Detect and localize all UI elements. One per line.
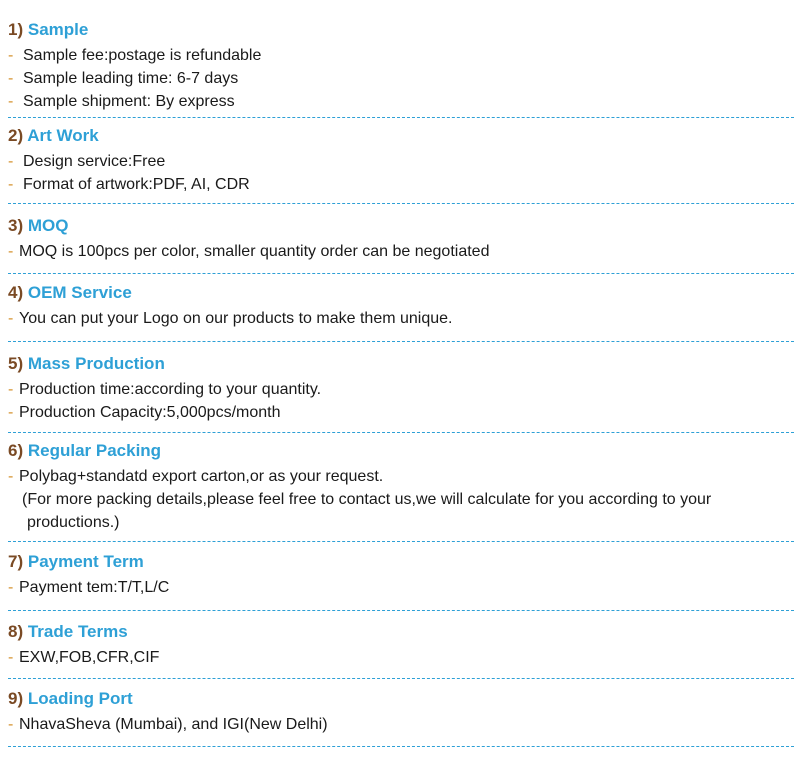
list-item: - Production Capacity:5,000pcs/month — [8, 402, 280, 424]
section-number: 2) — [8, 126, 24, 145]
section-title: Loading Port — [27, 689, 133, 708]
bullet-dash: - — [8, 243, 14, 260]
list-item: - Format of artwork:PDF, AI, CDR — [8, 174, 250, 196]
list-item: - Sample shipment: By express — [8, 91, 235, 113]
bullet-dash: - — [8, 716, 14, 733]
section-number: 7) — [8, 552, 24, 571]
section-divider — [8, 746, 794, 747]
section-divider — [8, 541, 794, 542]
bullet-dash: - — [8, 381, 14, 398]
bullet-dash: - — [8, 649, 14, 666]
bullet-dash: - — [8, 176, 14, 193]
list-item: - NhavaSheva (Mumbai), and IGI(New Delhi) — [8, 714, 328, 736]
section-heading-regular-packing — [8, 440, 161, 462]
bullet-dash: - — [8, 310, 14, 327]
section-title: Sample — [27, 20, 89, 39]
list-item: - Production time:according to your quantity. — [8, 379, 321, 401]
section-title: OEM Service — [27, 283, 132, 302]
section-number: 1) — [8, 20, 24, 39]
section-heading-oem-service — [8, 282, 132, 304]
section-title: Regular Packing — [27, 441, 162, 460]
bullet-dash: - — [8, 153, 14, 170]
section-heading-mass-production — [8, 353, 165, 375]
section-heading-sample — [8, 19, 88, 41]
list-item: - Sample leading time: 6-7 days — [8, 68, 238, 90]
bullet-dash: - — [8, 47, 14, 64]
section-heading-trade-terms — [8, 621, 128, 643]
section-title: Trade Terms — [27, 622, 128, 641]
list-item: - Sample fee:postage is refundable — [8, 45, 261, 67]
note-line: productions.) — [27, 514, 120, 531]
section-title: Mass Production — [27, 354, 165, 373]
section-number: 4) — [8, 283, 24, 302]
section-number: 9) — [8, 689, 24, 708]
section-divider — [8, 610, 794, 611]
bullet-dash: - — [8, 404, 14, 421]
section-divider — [8, 432, 794, 433]
section-divider — [8, 341, 794, 342]
section-heading-loading-port — [8, 688, 133, 710]
section-heading-payment-term — [8, 551, 144, 573]
section-divider — [8, 203, 794, 204]
list-item: - Payment tem:T/T,L/C — [8, 577, 169, 599]
section-heading-moq — [8, 215, 68, 237]
section-number: 3) — [8, 216, 24, 235]
section-divider — [8, 117, 794, 118]
section-heading-art-work — [8, 125, 99, 147]
list-item: - You can put your Logo on our products to make them unique. — [8, 308, 452, 330]
note-line: (For more packing details,please feel free to contact us,we will calculate for you according to your — [22, 491, 712, 508]
section-divider — [8, 273, 794, 274]
section-divider — [8, 678, 794, 679]
list-item: - MOQ is 100pcs per color, smaller quantity order can be negotiated — [8, 241, 489, 263]
list-item: - Design service:Free — [8, 151, 165, 173]
bullet-dash: - — [8, 468, 14, 485]
section-number: 6) — [8, 441, 24, 460]
list-item: - Polybag+standatd export carton,or as your request. — [8, 466, 383, 488]
section-number: 8) — [8, 622, 24, 641]
bullet-dash: - — [8, 93, 14, 110]
list-item: - EXW,FOB,CFR,CIF — [8, 647, 159, 669]
section-title: Payment Term — [27, 552, 144, 571]
section-title: MOQ — [27, 216, 69, 235]
section-title: Art Work — [27, 126, 99, 145]
bullet-dash: - — [8, 70, 14, 87]
section-number: 5) — [8, 354, 24, 373]
bullet-dash: - — [8, 579, 14, 596]
